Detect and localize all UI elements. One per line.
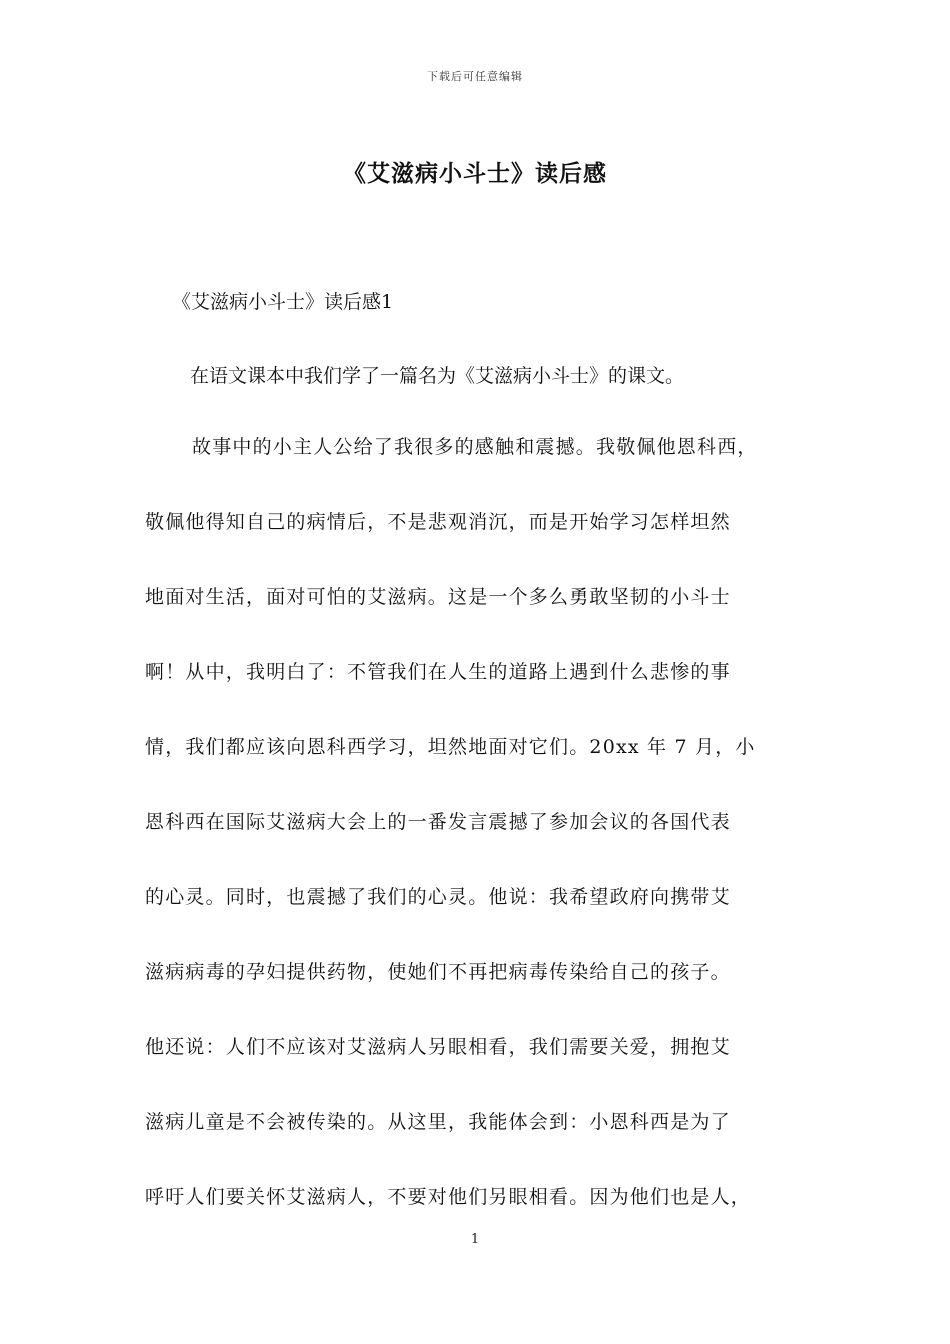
document-title: 《艾滋病小斗士》读后感 xyxy=(343,160,607,187)
body-line: 情，我们都应该向恩科西学习，坦然地面对它们。20xx 年 7 月，小 xyxy=(145,736,756,758)
header-note: 下载后可任意编辑 xyxy=(427,70,523,83)
body-line: 他还说：人们不应该对艾滋病人另眼相看，我们需要关爱，拥抱艾 xyxy=(145,1036,731,1058)
body-line: 啊！从中，我明白了：不管我们在人生的道路上遇到什么悲惨的事 xyxy=(145,661,731,683)
body-line: 恩科西在国际艾滋病大会上的一番发言震撼了参加会议的各国代表 xyxy=(145,811,731,833)
body-line: 故事中的小主人公给了我很多的感触和震撼。我敬佩他恩科西， xyxy=(192,436,758,458)
body-line: 滋病病毒的孕妇提供药物，使她们不再把病毒传染给自己的孩子。 xyxy=(145,961,731,983)
intro-paragraph: 在语文课本中我们学了一篇名为《艾滋病小斗士》的课文。 xyxy=(190,365,685,387)
section-heading: 《艾滋病小斗士》读后感1 xyxy=(172,291,394,313)
body-line: 呼吁人们要关怀艾滋病人，不要对他们另眼相看。因为他们也是人， xyxy=(145,1186,752,1208)
body-line: 地面对生活，面对可怕的艾滋病。这是一个多么勇敢坚韧的小斗士 xyxy=(145,586,731,608)
body-line: 敬佩他得知自己的病情后，不是悲观消沉，而是开始学习怎样坦然 xyxy=(145,511,731,533)
page-number: 1 xyxy=(470,1232,480,1247)
body-line: 的心灵。同时，也震撼了我们的心灵。他说：我希望政府向携带艾 xyxy=(145,886,731,908)
body-line: 滋病儿童是不会被传染的。从这里，我能体会到：小恩科西是为了 xyxy=(145,1111,731,1133)
